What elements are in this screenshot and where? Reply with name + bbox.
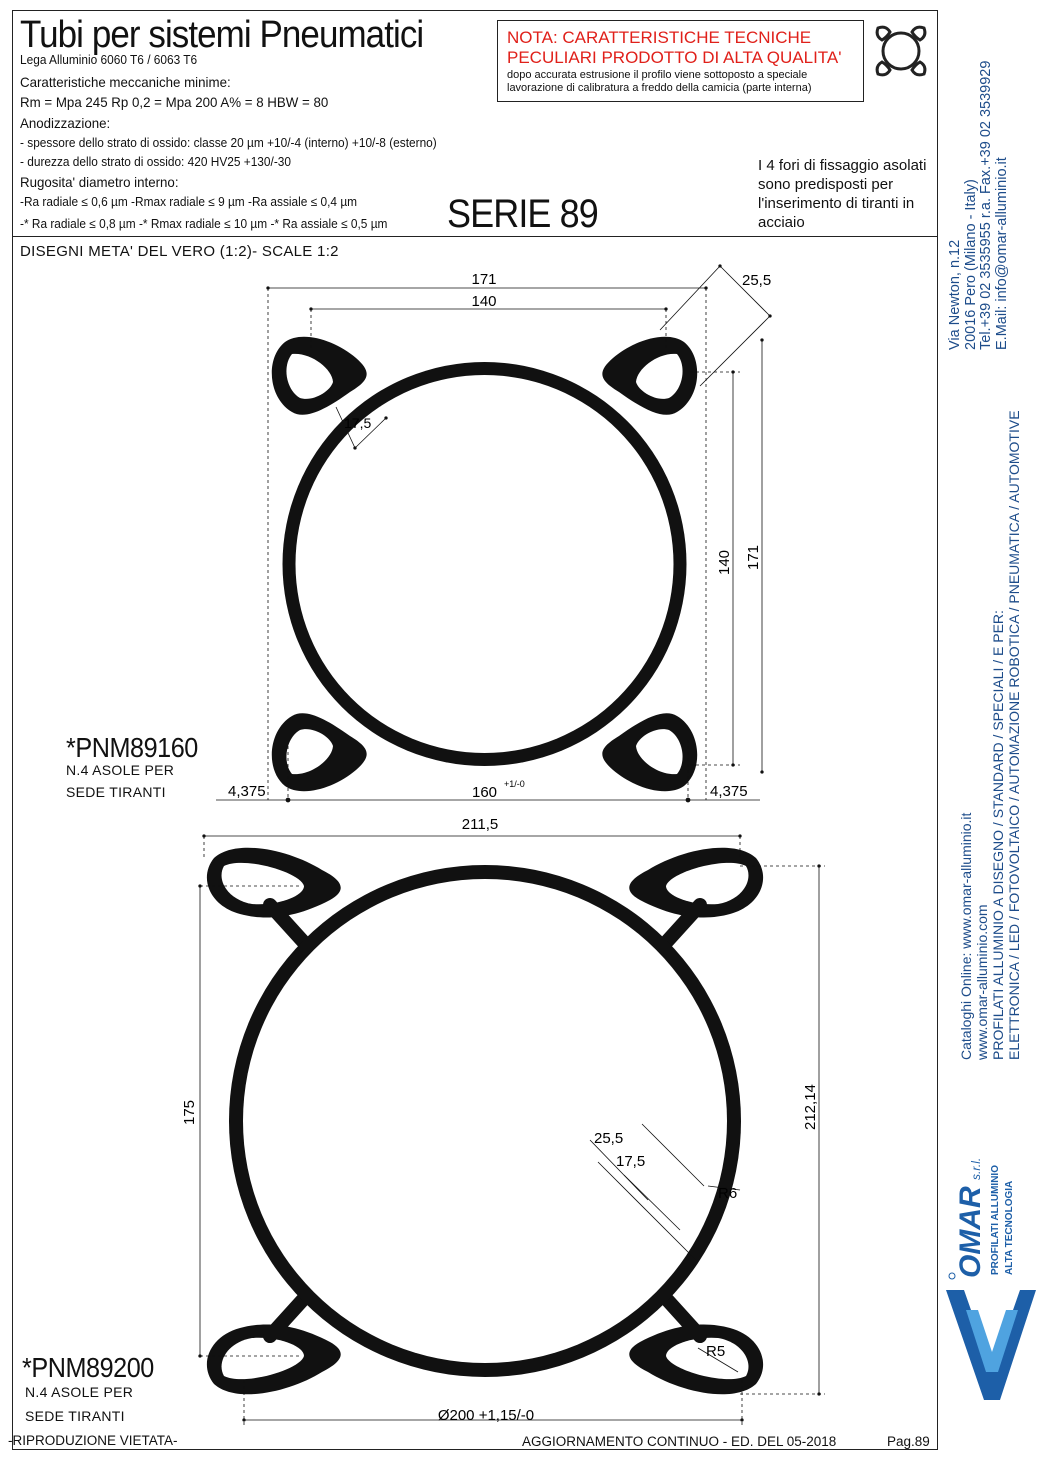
drawings-title: DISEGNI META' DEL VERO (1:2)- SCALE 1:2 [20, 243, 339, 260]
p2-dim-left: 175 [181, 1099, 198, 1125]
p1-dim-outer: 171 [471, 271, 497, 288]
profile-1-sub-2: SEDE TIRANTI [66, 784, 166, 800]
p1-dim-slot: 17,5 [344, 415, 372, 431]
note-line-2: PECULIARI PRODOTTO DI ALTA QUALITA' [507, 48, 842, 67]
profile-1-code: *PNM89160 [66, 732, 198, 763]
footer-right: AGGIORNAMENTO CONTINUO - ED. DEL 05-2018 [522, 1434, 837, 1449]
p1-dim-vert-inner: 140 [716, 549, 733, 575]
note-line-4: lavorazione di calibratura a freddo della camicia (parte interna) [507, 82, 812, 94]
logo-tag-1: PROFILATI ALLUMINIO [990, 1165, 1001, 1275]
serie-label: SERIE 89 [447, 192, 598, 236]
profile-1-drawing [216, 266, 771, 802]
catalog-line-2: www.omar-alluminio.com [974, 904, 990, 1060]
p1-dim-diag: 25,5 [742, 272, 772, 289]
address-line-3: Tel.+39 02 3535955 r.a. Fax.+39 02 3539929 [978, 60, 994, 350]
p2-dim-height: 212,14 [802, 1084, 819, 1130]
address-line-2: 20016 Pero (Milano - Italy) [962, 179, 979, 350]
rough-line-2: -* Ra radiale ≤ 0,8 µm -* Rmax radiale ≤ 10 µm -* Ra assiale ≤ 0,5 µm [20, 217, 388, 231]
sidebar-address [948, 61, 1010, 350]
rough-line-1: -Ra radiale ≤ 0,6 µm -Rmax radiale ≤ 9 µm -Ra assiale ≤ 0,4 µm [20, 195, 358, 209]
sidebar-catalog [958, 410, 1022, 1060]
p2-dim-diameter: Ø200 +1,15/-0 [437, 1407, 535, 1424]
anod-hardness: - durezza dello strato di ossido: 420 HV25 +130/-30 [20, 155, 291, 169]
anod-heading: Anodizzazione: [20, 115, 111, 131]
page-number: Pag.89 [887, 1434, 930, 1449]
p1-dim-diameter: 160 [472, 784, 498, 801]
fori-note: I 4 fori di fissaggio asolati sono predisposti per l'inserimento di tiranti in acciaio [758, 157, 927, 231]
p2-dim-width: 211,5 [461, 816, 499, 833]
page-title: Tubi per sistemi Pneumatici [20, 14, 424, 56]
mech-values: Rm = Mpa 245 Rp 0,2 = Mpa 200 A% = 8 HBW = 80 [20, 94, 329, 110]
note-line-3: dopo accurata estrusione il profilo viene sottoposto a speciale [507, 69, 808, 81]
catalog-line-3: PROFILATI ALLUMINIO A DISEGNO / STANDARD / SPECIALI / E PER: [990, 610, 1006, 1060]
p1-dim-inner: 140 [471, 293, 497, 310]
p1-dim-tolerance: +1/-0 [504, 779, 525, 789]
profile-2-drawing [181, 816, 825, 1428]
logo-srl: s.r.l. [969, 1157, 983, 1180]
p2-dim-slot: 17,5 [616, 1153, 646, 1170]
rough-heading: Rugosita' diametro interno: [20, 174, 179, 190]
alloy-line: Lega Alluminio 6060 T6 / 6063 T6 [20, 53, 198, 67]
profile-2-sub-1: N.4 ASOLE PER [25, 1384, 134, 1400]
logo-name: OMAR [954, 1186, 987, 1278]
omar-logo-icon [940, 1070, 1060, 1400]
address-line-4: E.Mail: info@omar-alluminio.it [993, 157, 1010, 350]
profile-1-sub-1: N.4 ASOLE PER [66, 762, 175, 778]
p1-dim-vert-outer: 171 [745, 544, 762, 570]
p2-dim-r-inner: R5 [706, 1343, 726, 1360]
address-line-1: Via Newton, n.12 [947, 239, 963, 350]
p2-dim-r-outer: R6 [718, 1185, 738, 1202]
profile-2-sub-2: SEDE TIRANTI [25, 1408, 125, 1424]
p1-dim-left-offset: 4,375 [228, 783, 266, 800]
p2-dim-diag: 25,5 [594, 1130, 624, 1147]
catalog-line-1: Cataloghi Online: www.omar-alluminio.it [958, 812, 974, 1060]
p1-dim-right-offset: 4,375 [710, 783, 748, 800]
logo-tag-2: ALTA TECNOLOGIA [1004, 1180, 1015, 1275]
anod-thickness: - spessore dello strato di ossido: classe 20 µm +10/-4 (interno) +10/-8 (esterno) [20, 136, 437, 150]
profile-2-code: *PNM89200 [22, 1352, 154, 1383]
mech-heading: Caratteristiche meccaniche minime: [20, 74, 231, 90]
footer-left: -RIPRODUZIONE VIETATA- [8, 1433, 178, 1448]
note-line-1: NOTA: CARATTERISTICHE TECNICHE [507, 28, 812, 47]
catalog-line-4: ELETTRONICA / LED / FOTOVOLTAICO / AUTOMAZIONE ROBOTICA / PNEUMATICA / AUTOMOTIVE [1006, 410, 1022, 1060]
